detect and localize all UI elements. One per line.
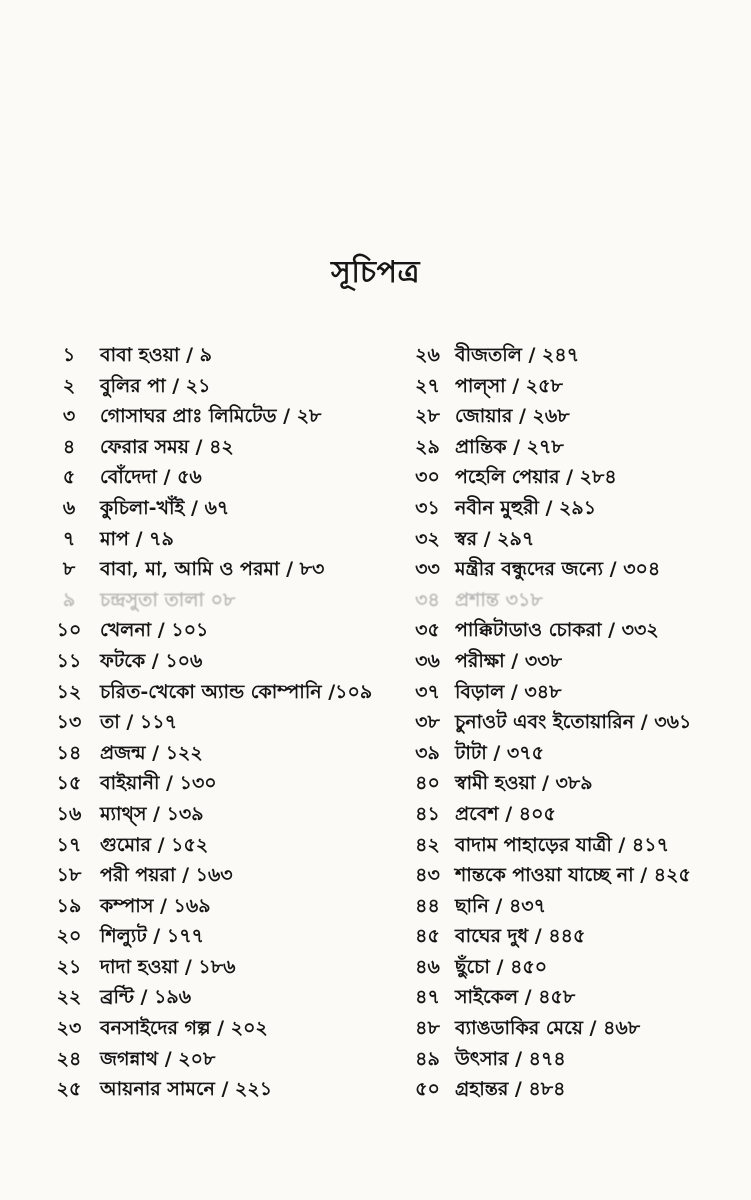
toc-entry-number: ২৯: [415, 435, 440, 458]
toc-entry-number: ৫০: [415, 1078, 440, 1101]
toc-entry: [38, 830, 383, 861]
toc-entry: [38, 1013, 383, 1044]
toc-entry: [400, 921, 745, 952]
toc-entry-title: জগন্নাথ / ২০৮: [100, 1047, 216, 1070]
toc-entry-title: প্রান্তিক / ২৭৮: [455, 435, 564, 458]
toc-entry-title: জোয়ার / ২৬৮: [455, 405, 570, 428]
toc-entry-title: স্বামী হওয়া / ৩৮৯: [455, 772, 593, 795]
toc-entry-title: পহেলি পেয়ার / ২৮৪: [455, 466, 617, 489]
toc-entry-number: ২৬: [415, 344, 440, 366]
toc-entry-number: ৩৯: [415, 741, 440, 764]
toc-entry: [38, 432, 383, 463]
toc-entry: [400, 493, 745, 524]
toc-entry-title: গ্রহান্তর / ৪৮৪: [455, 1078, 566, 1101]
toc-entry-number: ৬: [62, 496, 76, 519]
toc-entry-number: ২৪: [56, 1047, 82, 1070]
toc-entry: [38, 738, 383, 769]
toc-entry-number: ১৬: [56, 802, 82, 825]
toc-entry-number: ৩৭: [415, 680, 440, 703]
toc-entry: [38, 982, 383, 1013]
toc-entry: [400, 830, 745, 861]
toc-entry: [38, 707, 383, 738]
toc-entry: [400, 768, 745, 799]
toc-entry-number: ৩৬: [415, 649, 440, 672]
toc-entry: [400, 340, 745, 371]
toc-entry-number: ৪১: [415, 802, 440, 825]
toc-entry-title: মন্ত্রীর বন্ধুদের জন্যে / ৩০৪: [455, 558, 661, 581]
toc-entry: [400, 799, 745, 830]
toc-entry-number: ৯: [62, 588, 76, 611]
toc-entry-number: ৩৫: [415, 619, 440, 642]
toc-entry: [400, 432, 745, 463]
toc-entry-title: বাঘের দুধ / ৪৪৫: [455, 925, 586, 948]
toc-entry-number: ৭: [62, 527, 76, 550]
toc-entry-number: ২২: [56, 986, 82, 1009]
toc-entry: [400, 860, 745, 891]
toc-entry: [38, 462, 383, 493]
toc-entry-title: চুনাওট এবং ইতোয়ারিন / ৩৬১: [455, 711, 692, 734]
toc-entry: [38, 768, 383, 799]
toc-entry-number: ৩৮: [415, 711, 440, 734]
toc-entry-title: বনসাইদের গল্প / ২০২: [100, 1017, 268, 1040]
toc-entry-number: ৩০: [415, 466, 440, 489]
toc-entry-title: টাটা / ৩৭৫: [455, 741, 544, 764]
toc-entry-title: বাইয়ানী / ১৩০: [100, 772, 217, 795]
toc-entry-number: ৪৮: [415, 1017, 440, 1040]
toc-entry-number: ৪৭: [415, 986, 440, 1009]
toc-entry: [400, 1044, 745, 1075]
page-title: সূচিপত্র: [331, 255, 420, 290]
toc-entry-title: পাক্কিটাডাও চোকরা / ৩৩২: [455, 619, 659, 642]
toc-entry-title: বাবা, মা, আমি ও পরমা / ৮৩: [100, 558, 325, 581]
toc-entry-number: ২০: [56, 925, 82, 948]
toc-entry-number: ৪২: [415, 833, 440, 856]
toc-entry-title: পরী পয়রা / ১৬৩: [100, 864, 233, 887]
toc-entry-title: পাল্সা / ২৫৮: [455, 374, 563, 397]
toc-entry: [38, 952, 383, 983]
toc-right-column: [400, 340, 745, 1105]
toc-entry: [400, 401, 745, 432]
toc-entry-title: বুলির পা / ২১: [100, 374, 211, 397]
toc-entry-title: ব্যাঙডাকির মেয়ে / ৪৬৮: [455, 1017, 641, 1040]
toc-entry-number: ১৭: [56, 833, 82, 856]
toc-entry: [400, 982, 745, 1013]
toc-entry: [38, 860, 383, 891]
toc-entry-title: বোঁদেদা / ৫৬: [100, 466, 202, 489]
toc-entry-title: বীজতলি / ২৪৭: [455, 344, 580, 366]
toc-left-column: [38, 340, 383, 1105]
toc-entry-number: ২৮: [415, 405, 440, 428]
toc-entry: [38, 554, 383, 585]
toc-entry-number: ৪৪: [415, 894, 440, 917]
toc-entry-number: ১১: [56, 649, 82, 672]
toc-entry: [38, 1074, 383, 1105]
toc-entry-number: ৪৬: [415, 955, 440, 978]
toc-entry-number: ৩৩: [415, 558, 440, 581]
toc-entry-number: ২১: [56, 955, 82, 978]
toc-entry-title: প্রশান্ত ৩১৮: [455, 588, 543, 611]
toc-entry: [400, 952, 745, 983]
toc-entry: [38, 1044, 383, 1075]
toc-entry-number: ২৭: [415, 374, 440, 397]
toc-entry-number: ২: [62, 374, 76, 397]
toc-entry-number: ৪৯: [415, 1047, 440, 1070]
toc-entry-title: ছুঁচো / ৪৫০: [455, 955, 548, 978]
toc-entry-title: মাপ / ৭৯: [100, 527, 174, 550]
toc-entry-title: উৎসার / ৪৭৪: [455, 1047, 566, 1070]
toc-entry-title: প্রবেশ / ৪০৫: [455, 802, 556, 825]
toc-entry-number: ১৩: [56, 711, 82, 734]
toc-entry-number: ৩৪: [415, 588, 440, 611]
toc-entry-title: ব্রন্টি / ১৯৬: [100, 986, 192, 1009]
toc-entry-title: চন্দ্রসুতা তালা ০৮: [100, 588, 236, 611]
toc-entry: [38, 677, 383, 708]
toc-entry-number: ১৪: [56, 741, 82, 764]
toc-entry-title: দাদা হওয়া / ১৮৬: [100, 955, 236, 978]
toc-entry: [400, 677, 745, 708]
toc-entry-title: ফেরার সময় / ৪২: [100, 435, 234, 458]
toc-entry-number: ২৩: [56, 1017, 82, 1040]
toc-entry: [38, 646, 383, 677]
toc-entry-title: নবীন মুহুরী / ২৯১: [455, 496, 597, 519]
toc-entry-title: পরীক্ষা / ৩৩৮: [455, 649, 562, 672]
toc-entry-title: বিড়াল / ৩৪৮: [455, 680, 562, 703]
toc-entry: [38, 493, 383, 524]
toc-entry: [38, 921, 383, 952]
toc-entry-title: শান্তকে পাওয়া যাচ্ছে না / ৪২৫: [455, 864, 691, 887]
toc-entry-title: গুমোর / ১৫২: [100, 833, 209, 856]
toc-entry: [38, 799, 383, 830]
toc-entry-number: ৪৩: [415, 864, 440, 887]
toc-entry-number: ১৫: [56, 772, 82, 795]
toc-entry-title: বাদাম পাহাড়ের যাত্রী / ৪১৭: [455, 833, 669, 856]
toc-entry: [400, 371, 745, 402]
toc-entry: [38, 371, 383, 402]
toc-entry: [400, 1013, 745, 1044]
toc-entry: [38, 524, 383, 555]
toc-entry: [400, 707, 745, 738]
toc-entry-title: কুচিলা-খাঁই / ৬৭: [100, 496, 230, 519]
toc-entry-number: ৫: [62, 466, 76, 489]
toc-entry-number: ২৫: [56, 1078, 82, 1101]
toc-entry-number: ৪: [62, 435, 76, 458]
toc-entry-number: ১০: [56, 619, 82, 642]
toc-entry-title: খেলনা / ১০১: [100, 619, 209, 642]
toc-entry-title: বাবা হওয়া / ৯: [100, 344, 212, 366]
toc-entry-title: কম্পাস / ১৬৯: [100, 894, 211, 917]
toc-entry: [400, 462, 745, 493]
toc-entry-title: আয়নার সামনে / ২২১: [100, 1078, 273, 1101]
toc-entry-number: ৩১: [415, 496, 440, 519]
toc-entry-title: ছানি / ৪৩৭: [455, 894, 547, 917]
toc-entry: [400, 615, 745, 646]
toc-entry-number: ৩২: [415, 527, 440, 550]
toc-entry: [400, 585, 745, 616]
toc-entry: [400, 891, 745, 922]
toc-entry-number: ১: [62, 344, 76, 366]
toc-entry-title: চরিত-খেকো অ্যান্ড কোম্পানি /১০৯: [100, 680, 373, 703]
toc-entry-title: শিল্যুট / ১৭৭: [100, 925, 204, 948]
toc-entry: [38, 340, 383, 371]
toc-entry-number: ১২: [56, 680, 82, 703]
toc-entry-number: ৪০: [415, 772, 440, 795]
toc-entry-number: ৩: [62, 405, 76, 428]
toc-entry-title: প্রজন্ম / ১২২: [100, 741, 203, 764]
toc-entry: [38, 891, 383, 922]
toc-entry-title: সাইকেল / ৪৫৮: [455, 986, 576, 1009]
toc-entry: [400, 1074, 745, 1105]
toc-entry-title: তা / ১১৭: [100, 711, 177, 734]
toc-entry: [400, 554, 745, 585]
toc-entry-number: ৮: [62, 558, 76, 581]
toc-entry: [38, 401, 383, 432]
toc-entry: [38, 585, 383, 616]
toc-entry-number: ৪৫: [415, 925, 440, 948]
toc-entry: [38, 615, 383, 646]
toc-entry-title: গোসাঘর প্রাঃ লিমিটেড / ২৮: [100, 405, 322, 428]
toc-entry-title: স্বর / ২৯৭: [455, 527, 535, 550]
toc-entry: [400, 738, 745, 769]
toc-entry: [400, 646, 745, 677]
toc-entry-title: ম্যাথ্স / ১৩৯: [100, 802, 204, 825]
toc-entry-number: ১৯: [56, 894, 82, 917]
toc-entry-number: ১৮: [56, 864, 82, 887]
toc-entry: [400, 524, 745, 555]
toc-entry-title: ফটকে / ১০৬: [100, 649, 203, 672]
